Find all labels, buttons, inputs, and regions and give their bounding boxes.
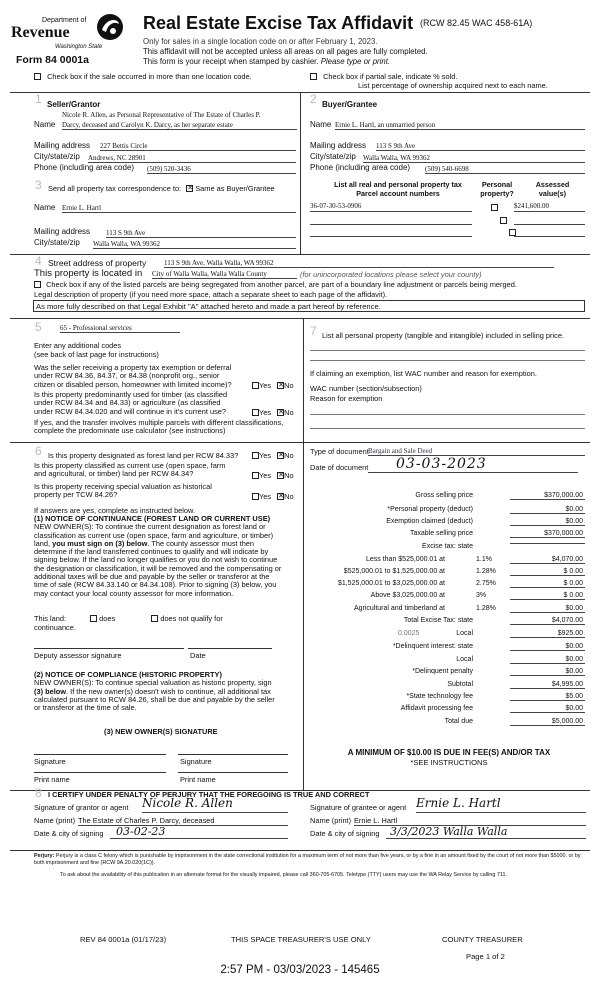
corr-name-field[interactable]: Ernie L. Hartl — [62, 204, 296, 213]
tax-row — [310, 592, 585, 604]
tax-row-label: *Delinquent penalty — [412, 668, 473, 675]
certify-statement: I CERTIFY UNDER PENALTY OF PERJURY THAT THE FOREGOING IS TRUE AND CORRECT — [48, 790, 370, 799]
notice-compliance: (2) NOTICE OF COMPLIANCE (HISTORIC PROPERTY) NEW OWNER(S): To continue special valuation as historic property, sign (3) below. If the new owner(s) doesn't wish to continue, all additional tax calculated pursuant to RCW 84.26, shall be due and payable by the seller or transferor at the time of sale. — [34, 670, 275, 713]
perjury-note: Perjury: Perjury is a class C felony which is punishable by imprisonment in the state correctional institution for a maximum term of not more than five years, or by a fine in an amount fixed by the court of not more than $5000, or by both imprisonment and fine (RCW 9A.20.020(1C)). — [34, 853, 581, 866]
forest-question: Is this property designated as forest land per RCW 84.33? — [48, 451, 239, 460]
forest-yes-no: Yes ✕ No — [252, 451, 294, 460]
parcel-number-1[interactable]: 36-07-30-53-0906 — [310, 202, 472, 212]
grantor-signature[interactable]: Nicole R. Allen — [142, 796, 288, 813]
historic-yes-checkbox[interactable] — [252, 493, 259, 500]
seller-name-label: Name — [34, 120, 56, 129]
tax-row-label: Total due — [444, 718, 473, 725]
tax-row — [310, 668, 585, 680]
tax-row-label: Exemption claimed (deduct) — [386, 518, 473, 525]
seller-mail-label: Mailing address — [34, 141, 91, 150]
buyer-city-field[interactable]: Walla Walla, WA 99362 — [363, 154, 585, 163]
tax-row — [310, 681, 585, 693]
buyer-name-field[interactable]: Ernie L. Hartl, an unmarried person — [335, 121, 585, 130]
additional-codes-label: Enter any additional codes (see back of last page for instructions) — [34, 341, 159, 360]
tax-row — [310, 656, 585, 668]
street-field[interactable]: 113 S 9th Ave, Walla Walla, WA 99362 — [164, 259, 554, 268]
partial-sale-note: List percentage of ownership acquired next to each name. — [358, 81, 548, 90]
timber-yes-checkbox[interactable] — [252, 409, 259, 416]
current-use-yes-no: Yes ✕ No — [252, 471, 294, 480]
tax-row — [310, 568, 585, 580]
tax-row-value[interactable]: $5,000.00 — [510, 718, 585, 726]
current-use-question: Is this property classified as current use (open space, farm and agricultural, or timber) land per RCW 84.34? — [34, 461, 226, 479]
tax-row-label: Local — [456, 656, 473, 663]
section-5-number: 5 — [35, 320, 42, 334]
assessor-signature-label: Deputy assessor signature — [34, 651, 122, 660]
doc-date-field[interactable]: 03-03-2023 — [368, 456, 578, 473]
historic-no-checkbox[interactable] — [277, 493, 284, 500]
timber-no-checkbox[interactable] — [277, 409, 284, 416]
tax-row — [310, 580, 585, 592]
form-number: Form 84 0001a — [16, 54, 89, 66]
buyer-mail-field[interactable]: 113 S 9th Ave — [376, 142, 585, 151]
grantor-name-field[interactable]: The Estate of Charles P. Darcy, deceased — [78, 816, 288, 826]
seller-name-line1: Nicole R. Allen, as Personal Representative of The Estate of Charles P. — [62, 111, 261, 119]
tax-row-value[interactable]: $5.00 — [510, 693, 585, 701]
tax-row-rate: 0.0025 — [398, 630, 420, 637]
buyer-name-label: Name — [310, 120, 332, 129]
tax-row-label: $1,525,000.01 to $3,025,000.00 at — [337, 580, 445, 587]
grantor-sig-label: Signature of grantor or agent — [34, 803, 129, 812]
tax-row — [310, 718, 585, 730]
seller-name-line2: Darcy, deceased and Carolyn K. Darcy, as her separate estate — [62, 121, 297, 130]
assessed-value-1[interactable]: $241,600.00 — [514, 202, 585, 212]
grantor-date-field[interactable]: 03-02-23 — [110, 825, 288, 839]
corr-name-label: Name — [34, 203, 56, 212]
corr-city-label: City/state/zip — [34, 238, 80, 247]
historic-yes-no: Yes ✕ No — [252, 492, 294, 501]
located-note: (for unincorporated locations please select your county) — [300, 270, 482, 279]
correspondence-row: Send all property tax correspondence to: ✕ Same as Buyer/Grantee — [48, 184, 275, 193]
tax-row-label: *State technology fee — [406, 693, 473, 700]
tax-row-label: *Personal property (deduct) — [387, 506, 473, 513]
tax-row-value[interactable]: $4,070.00 — [510, 556, 585, 564]
section-1-number: 1 — [35, 92, 42, 106]
current-use-yes-checkbox[interactable] — [252, 472, 259, 479]
tax-row-label: *Delinquent interest: state — [392, 643, 473, 650]
located-label: This property is located in — [34, 268, 143, 279]
grantee-name-field[interactable]: Ernie L. Hartl — [354, 816, 586, 826]
qualify-row: This land: does does not qualify for — [34, 614, 223, 623]
timber-question: Is this property predominantly used for timber (as classified under RCW 84.34 and 84.33) or agriculture (as classified under RCW 84.34.020 and will continue in it's current use? — [34, 390, 228, 416]
buyer-mail-label: Mailing address — [310, 141, 367, 150]
grantor-name-label: Name (print) — [34, 816, 76, 825]
doc-type-label: Type of document — [310, 447, 369, 456]
tax-row-value[interactable]: $0.00 — [510, 518, 585, 526]
tax-row-value[interactable]: $ 0.00 — [510, 580, 585, 588]
exemption-yes-checkbox[interactable] — [252, 382, 259, 389]
doc-type-field[interactable]: Bargain and Sale Deed — [368, 447, 585, 456]
owner-signature-label-2: Signature — [180, 757, 212, 766]
tax-row-label: Less than $525,000.01 at — [365, 556, 445, 563]
tax-row-label: Local — [456, 630, 473, 637]
tax-row-label: Total Excise Tax: state — [403, 617, 473, 624]
tax-row-value[interactable]: $ 0.00 — [510, 592, 585, 600]
same-as-buyer-checkbox[interactable] — [186, 185, 193, 192]
see-instructions-note: *SEE INSTRUCTIONS — [410, 758, 488, 767]
tax-row-rate: 2.75% — [476, 580, 496, 587]
grantee-sig-label: Signature of grantee or agent — [310, 803, 407, 812]
statute-ref: (RCW 82.45 WAC 458-61A) — [420, 18, 533, 28]
seller-heading: Seller/Grantor — [47, 100, 101, 109]
partial-sale-check-row: Check box if partial sale, indicate % sold. — [310, 72, 457, 81]
forest-no-checkbox[interactable] — [277, 452, 284, 459]
parcel-header: List all real and personal property tax Parcel account numbers — [334, 180, 462, 198]
tax-row — [310, 617, 585, 629]
reason-label: Reason for exemption — [310, 394, 383, 403]
tax-row-rate: 1.28% — [476, 568, 496, 575]
corr-city-field[interactable]: Walla Walla, WA 99362 — [93, 240, 296, 249]
tax-row-label: Affidavit processing fee — [400, 705, 473, 712]
tax-row-label: Subtotal — [447, 681, 473, 688]
land-use-code-field[interactable]: 65 - Professional services — [60, 324, 180, 333]
assessor-date-label: Date — [190, 651, 206, 660]
page-title: Real Estate Excise Tax Affidavit — [143, 13, 414, 33]
seller-mail-field[interactable]: 227 Bettis Circle — [100, 142, 296, 151]
corr-mail-field[interactable]: 113 S 9th Ave — [106, 229, 296, 238]
header-sub3: This form is your receipt when stamped by cashier. Please type or print. — [143, 57, 391, 66]
tax-row-value[interactable]: $370,000.00 — [510, 492, 585, 500]
assessed-value-2[interactable] — [514, 215, 585, 225]
assessed-header: Assessed value(s) — [535, 180, 570, 198]
multiple-parcels-note: If yes, and the transfer involves multiple parcels with different classifications, complete the predominate use calculator (see instructions) — [34, 418, 284, 436]
tax-row-rate: 1.28% — [476, 605, 496, 612]
revision-label: REV 84 0001a (01/17/23) — [80, 935, 167, 944]
grantee-name-label: Name (print) — [310, 816, 352, 825]
legal-desc-label: Legal description of property (if you need more space, attach a separate sheet to each page of the affidavit). — [34, 290, 388, 299]
seller-city-field[interactable]: Andrews, NC 28901 — [88, 154, 296, 163]
continuance-label: continuance. — [34, 623, 76, 632]
seller-phone-label: Phone (including area code) — [34, 163, 135, 172]
tax-row — [310, 506, 585, 518]
section-3-number: 3 — [35, 178, 42, 192]
tax-row-value[interactable]: $0.00 — [510, 506, 585, 514]
personal-checkbox-1[interactable] — [491, 204, 498, 211]
does-not-qualify-checkbox[interactable] — [151, 615, 158, 622]
parcel-number-2[interactable] — [310, 215, 472, 225]
multi-location-checkbox[interactable] — [34, 73, 41, 80]
personal-property-label: List all personal property (tangible and intangible) included in selling price. — [322, 331, 564, 340]
forest-yes-checkbox[interactable] — [252, 452, 259, 459]
grantor-date-label: Date & city of signing — [34, 829, 104, 838]
segregated-checkbox[interactable] — [34, 281, 41, 288]
header-sub1: Only for sales in a single location code on or after February 1, 2023. — [143, 37, 378, 46]
tax-row-label: Excise tax: state — [422, 543, 473, 550]
tax-row-label: Above $3,025,000.00 at — [370, 592, 445, 599]
tax-row-value[interactable]: $925.00 — [510, 630, 585, 638]
tax-row — [310, 556, 585, 568]
personal-header: Personal property? — [480, 180, 514, 198]
tax-row-value[interactable]: $4,995.00 — [510, 681, 585, 689]
tax-row-value[interactable] — [510, 543, 585, 544]
tax-row — [310, 605, 585, 617]
exemption-claim-label: If claiming an exemption, list WAC number and reason for exemption. — [310, 369, 537, 378]
tax-row-value[interactable]: $0.00 — [510, 656, 585, 664]
minimum-due-note: A MINIMUM OF $10.00 IS DUE IN FEE(S) AND/OR TAX — [347, 748, 551, 757]
buyer-phone-field[interactable]: (509) 540-6698 — [425, 165, 585, 174]
seller-phone-field[interactable]: (509) 520-3436 — [147, 165, 296, 174]
accessibility-note: To ask about the availability of this publication in an alternate format for the visually impaired, please call 360-705-6705. Teletype (TTY) users may use the WA Relay Service by calling 711. — [60, 872, 507, 878]
legal-description-field[interactable]: As more fully described on that Legal Exhibit "A" attached hereto and made a part hereof by reference. — [33, 300, 585, 312]
location-select[interactable]: City of Walla Walla, Walla Walla County — [152, 270, 297, 279]
tax-row-value[interactable]: $ 0.00 — [510, 568, 585, 576]
wac-label: WAC number (section/subsection) — [310, 384, 422, 393]
historic-question: Is this property receiving special valuation as historical property per TCW 84.26? — [34, 482, 212, 500]
timber-yes-no: Yes ✕ No — [252, 408, 294, 417]
owner-print-label-1: Print name — [34, 775, 70, 784]
grantee-signature[interactable]: Ernie L. Hartl — [416, 796, 586, 813]
grantee-date-label: Date & city of signing — [310, 829, 380, 838]
tax-row-label: Taxable selling price — [409, 530, 473, 537]
tax-row — [310, 643, 585, 655]
tax-row-value[interactable]: $0.00 — [510, 705, 585, 713]
dor-swirl-icon — [94, 12, 126, 42]
section-4-number: 4 — [35, 254, 42, 268]
buyer-city-label: City/state/zip — [310, 152, 356, 161]
tax-row-label: Gross selling price — [415, 492, 473, 499]
segregated-row: Check box if any of the listed parcels are being segregated from another parcel, are part of a boundary line adjustment or parcels being merged. — [34, 280, 517, 289]
tax-row-rate: 3% — [476, 592, 487, 599]
buyer-phone-label: Phone (including area code) — [310, 163, 411, 172]
exemption-yes-no: Yes ✕ No — [252, 381, 294, 390]
street-label: Street address of property — [48, 258, 147, 268]
page-number: Page 1 of 2 — [466, 952, 505, 961]
section-2-number: 2 — [310, 92, 317, 106]
personal-checkbox-2[interactable] — [500, 217, 507, 224]
tax-row-value[interactable]: $0.00 — [510, 605, 585, 613]
tax-row-value[interactable]: $0.00 — [510, 668, 585, 676]
dor-logo: Department of Revenue Washington State — [10, 8, 128, 50]
multi-location-check-row: Check box if the sale occurred in more than one location code. — [34, 72, 252, 81]
parcel-number-3[interactable] — [310, 227, 472, 237]
exemption-no-checkbox[interactable] — [277, 382, 284, 389]
if-yes-note: If answers are yes, complete as instructed below. — [34, 506, 196, 515]
section-8-number: 8 — [35, 786, 42, 800]
exemption-question: Was the seller receiving a property tax exemption or deferral under RCW 84.36, 84.37, or 84.38 (nonprofit org., senior citizen or disabled person, homeowner with limited income)? — [34, 363, 232, 389]
seller-city-label: City/state/zip — [34, 152, 80, 161]
section-6-number: 6 — [35, 444, 42, 458]
tax-row-value[interactable]: $0.00 — [510, 643, 585, 651]
assessed-value-3[interactable] — [514, 227, 585, 237]
grantee-date-field[interactable]: 3/3/2023 Walla Walla — [386, 825, 586, 839]
receipt-stamp: 2:57 PM - 03/03/2023 - 145465 — [220, 964, 380, 976]
tax-row-rate: 1.1% — [476, 556, 492, 563]
tax-row — [310, 543, 585, 555]
tax-row — [310, 630, 585, 642]
tax-row-label: $525,000.01 to $1,525,000.00 at — [343, 568, 445, 575]
partial-sale-checkbox[interactable] — [310, 73, 317, 80]
tax-row — [310, 530, 585, 542]
tax-row-label: Agricultural and timberland at — [353, 605, 445, 612]
corr-mail-label: Mailing address — [34, 227, 91, 236]
header-sub2: This affidavit will not be accepted unless all areas on all pages are fully completed. — [143, 47, 428, 56]
owner-signature-label-1: Signature — [34, 757, 66, 766]
section-7-number: 7 — [310, 324, 317, 338]
buyer-heading: Buyer/Grantee — [322, 100, 378, 109]
notice-continuance: (1) NOTICE OF CONTINUANCE (FOREST LAND OR CURRENT USE) NEW OWNER(S): To continue the current designation as forest land or classification as current use (open space, farm and agriculture, or timber) land, you must sign on (3) below. The county assessor must then determine if the land transferred continues to qualify and will indicate by signing below. If the land no longer qualifies or you do not wish to continue the designation or classification, it will be removed and the compensating or additional taxes will be due and payable by the seller or transferor at the time of sale (RCW 84.33.140 or 84.34.108). Prior to signing (3) below, you may contact your local county assessor for more information. — [34, 514, 282, 598]
does-qualify-checkbox[interactable] — [90, 615, 97, 622]
tax-row — [310, 518, 585, 530]
county-treasurer-label: COUNTY TREASURER — [442, 935, 523, 944]
doc-date-label: Date of document — [310, 463, 369, 472]
current-use-no-checkbox[interactable] — [277, 472, 284, 479]
tax-row — [310, 693, 585, 705]
tax-row — [310, 492, 585, 504]
treasurer-use-label: THIS SPACE TREASURER'S USE ONLY — [231, 935, 371, 944]
owner-print-label-2: Print name — [180, 775, 216, 784]
tax-row — [310, 705, 585, 717]
new-owner-signature-heading: (3) NEW OWNER(S) SIGNATURE — [104, 727, 218, 736]
tax-row-value[interactable]: $370,000.00 — [510, 530, 585, 538]
tax-row-value[interactable]: $4,070.00 — [510, 617, 585, 625]
